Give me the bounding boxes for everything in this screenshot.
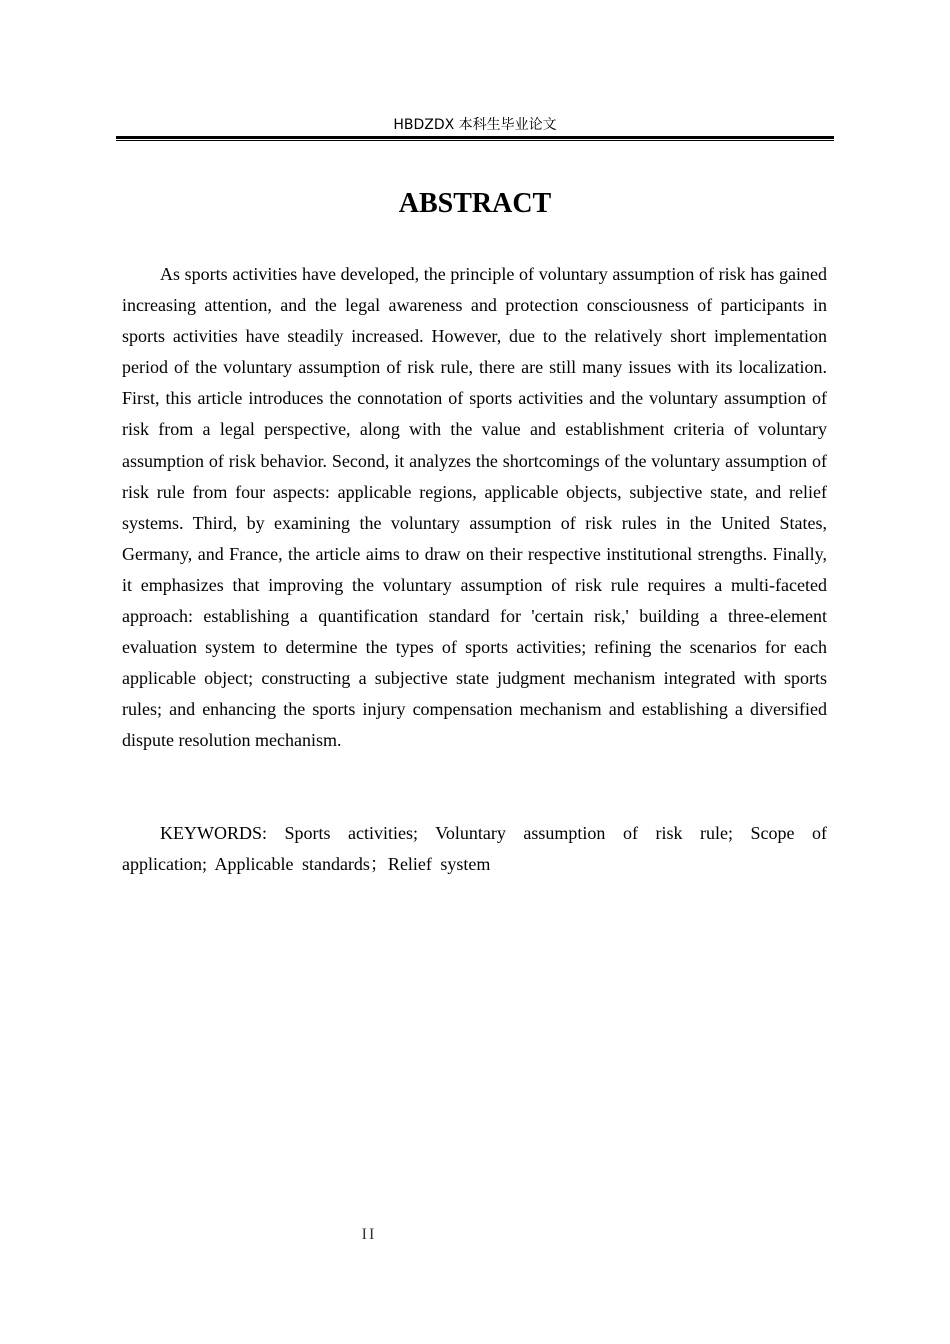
running-header: HBDZDX 本科生毕业论文 — [393, 117, 557, 133]
page-number: II — [361, 1226, 377, 1243]
keywords-paragraph: KEYWORDS: Sports activities; Voluntary assumption of risk rule; Scope of application; Applicable standards；Relief system — [122, 823, 827, 874]
header-rule — [116, 136, 834, 141]
abstract-body: As sports activities have developed, the principle of voluntary assumption of risk has gained increasing attention, and the legal awareness and protection consciousness of participants in sports activities have steadily increased. However, due to the relatively short implementation period of the voluntary assumption of risk rule, there are still many issues with its localization. First, this article introduces the connotation of sports activities and the voluntary assumption of risk from a legal perspective, along with the value and establishment criteria of voluntary assumption of risk behavior. Second, it analyzes the shortcomings of the voluntary assumption of risk rule from four aspects: applicable regions, applicable objects, subjective state, and relief systems. Third, by examining the voluntary assumption of risk rules in the United States, Germany, and France, the article aims to draw on their respective institutional strengths. Finally, it emphasizes that improving the voluntary assumption of risk rule requires a multi-faceted approach: establishing a quantification standard for 'certain risk,' building a three-element evaluation system to determine the types of sports activities; refining the scenarios for each applicable object; constructing a subjective state judgment mechanism integrated with sports rules; and enhancing the sports injury compensation mechanism and establishing a diversified dispute resolution mechanism. — [122, 264, 827, 751]
abstract-title: ABSTRACT — [398, 188, 552, 219]
